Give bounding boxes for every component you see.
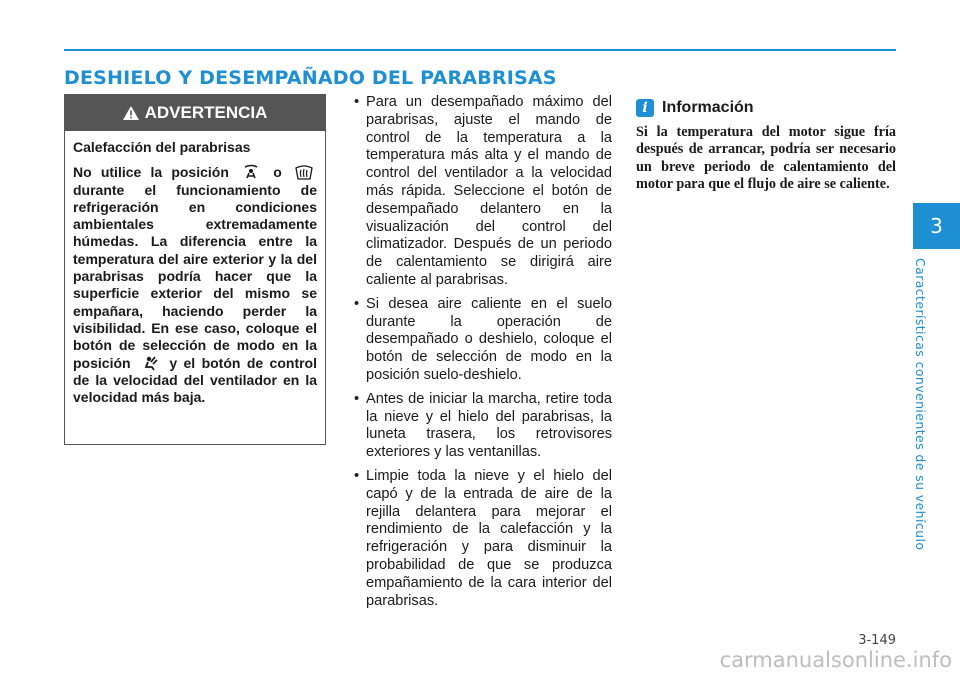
warning-text-start: No utilice la posición — [73, 164, 229, 181]
warning-box — [64, 94, 326, 445]
warning-text-end: y el botón de control de la velocidad del ventilador en la velocidad más baja. — [73, 354, 318, 406]
warning-header — [65, 95, 325, 131]
list-item — [352, 296, 612, 385]
bullet-text: Limpie toda la nieve y el hielo del capó y de la entrada de aire de la rejilla delantera para mejorar el rendimiento de la calefacción y la refrigeración y para disminuir la probabilidad de que se produzca empañamiento de la cara interior del parabrisas. — [366, 467, 612, 609]
bullet-dot: • — [354, 295, 360, 312]
bullet-dot: • — [354, 390, 360, 407]
warning-text-connector: o — [273, 164, 282, 181]
warning-triangle-icon — [123, 106, 139, 120]
warning-header-label: ADVERTENCIA — [144, 103, 268, 122]
info-heading — [636, 99, 754, 117]
info-icon: i — [636, 99, 654, 117]
list-item — [352, 94, 612, 290]
page-number: 3-149 — [858, 633, 896, 648]
bullet-text: Si desea aire caliente en el suelo durante la operación de desempañado o deshielo, coloque el botón de selección de modo en la posición suelo-deshielo. — [366, 295, 612, 383]
defrost-floor-icon — [242, 164, 260, 180]
section-title: DESHIELO Y DESEMPAÑADO DEL PARABRISAS — [64, 67, 557, 89]
list-item — [352, 468, 612, 610]
info-text: Si la temperatura del motor sigue fría después de arrancar, podría ser necesario un breve periodo de calentamiento del motor para que el flujo de aire se caliente. — [636, 124, 896, 192]
chapter-label: Características convenientes de su vehículo — [913, 258, 928, 551]
warning-body — [65, 131, 325, 406]
bullet-dot: • — [354, 94, 360, 110]
bullet-text: Para un desempañado máximo del parabrisas, ajuste el mando de control de la temperatura a la temperatura más alta y el mando de control del ventilador a la velocidad más rápida. Seleccione el botón de desempañado delantero en la visualización del control del climatizador. Después de un periodo de calentamiento se dirigirá aire caliente al parabrisas. — [366, 94, 612, 288]
watermark: carmanualsonline.info — [719, 648, 952, 672]
bullet-text: Antes de iniciar la marcha, retire toda la nieve y el hielo del parabrisas, la luneta trasera, los retrovisores exteriores y las ventanillas. — [366, 390, 612, 461]
chapter-tab: 3 — [913, 203, 960, 249]
warning-text-middle: durante el funcionamiento de refrigeración en condiciones ambientales extremadamente húmedas. La diferencia entre la temperatura del aire exterior y la del parabrisas podría hacer que la superficie exterior del mismo se empañara, haciendo perder la visibilidad. En ese caso, coloque el botón de selección de modo en la posición — [73, 181, 317, 371]
floor-defrost-mode-icon — [141, 355, 159, 371]
bullet-dot: • — [354, 467, 360, 484]
list-item — [352, 391, 612, 462]
warning-subtitle: Calefacción del parabrisas — [73, 139, 251, 155]
windshield-defrost-icon — [295, 164, 313, 180]
bullet-list — [352, 94, 612, 616]
info-title: Información — [662, 99, 754, 116]
top-rule — [64, 49, 896, 51]
warning-text — [73, 164, 317, 406]
